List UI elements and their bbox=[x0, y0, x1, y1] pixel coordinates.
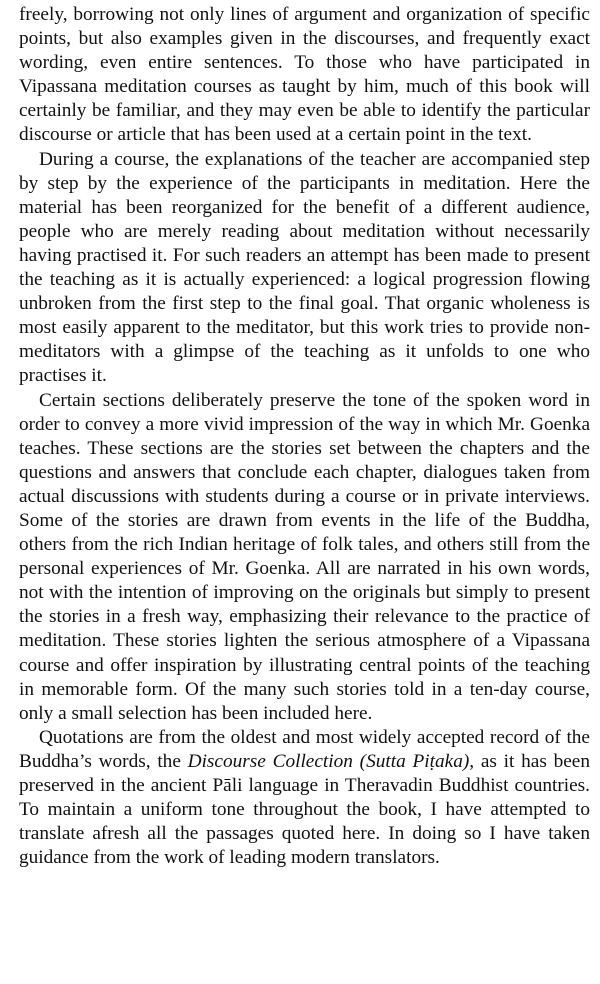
paragraph-quotations bbox=[19, 726, 590, 871]
quotations-text-after: as it has been preserved in the ancient Pāli language in Theravadin Buddhist countries. To maintain a uniform tone throughout the book, I have attempted to translate afresh all the passages quoted here. In doing so I have taken guidance from the work of leading modern translators. bbox=[19, 750, 591, 869]
sutta-pitaka-title: Discourse Collection (Sutta Piṭaka), bbox=[187, 750, 475, 772]
paragraph-continued: freely, borrowing not only lines of argument and organization of specific points, but also examples given in the discourses, and frequently exact wording, even entire sentences. To those who have participated in Vipassana meditation courses as taught by him, much of this book will certainly be familiar, and they may even be able to identify the particular discourse or article that has been used at a certain point in the text. bbox=[19, 4, 590, 146]
paragraph-course-explanations: During a course, the explanations of the teacher are accompanied step by step by the experience of the participants in meditation. Here the material has been reorganized for the benefit of a different audience, people who are merely reading about meditation without necessarily having practised it. For such readers an attempt has been made to present the teaching as it is actually experienced: a logical progression flowing unbroken from the first step to the final goal. That organic wholeness is most easily apparent to the meditator, but this work tries to provide non-meditators with a glimpse of the teaching as it unfolds to one who practises it. bbox=[19, 148, 590, 387]
paragraph-stories-sections: Certain sections deliberately preserve the tone of the spoken word in order to convey a more vivid impression of the way in which Mr. Goenka teaches. These sections are the stories set between the chapters and the questions and answers that conclude each chapter, dialogues taken from actual discussions with students during a course or in private interviews. Some of the stories are drawn from events in the life of the Buddha, others from the rich Indian heritage of folk tales, and others still from the personal experiences of Mr. Goenka. All are narrated in his own words, not with the intention of improving on the originals but simply to present the stories in a fresh way, emphasizing their relevance to the practice of meditation. These stories lighten the serious atmosphere of a Vipassana course and offer inspiration by illustrating central points of the teaching in memorable form. Of the many such stories told in a ten-day course, only a small selection has been included here. bbox=[19, 389, 590, 724]
quotations-text-before: Quotations are from the oldest and most widely accepted record of the Buddha’s words, the bbox=[19, 726, 590, 772]
